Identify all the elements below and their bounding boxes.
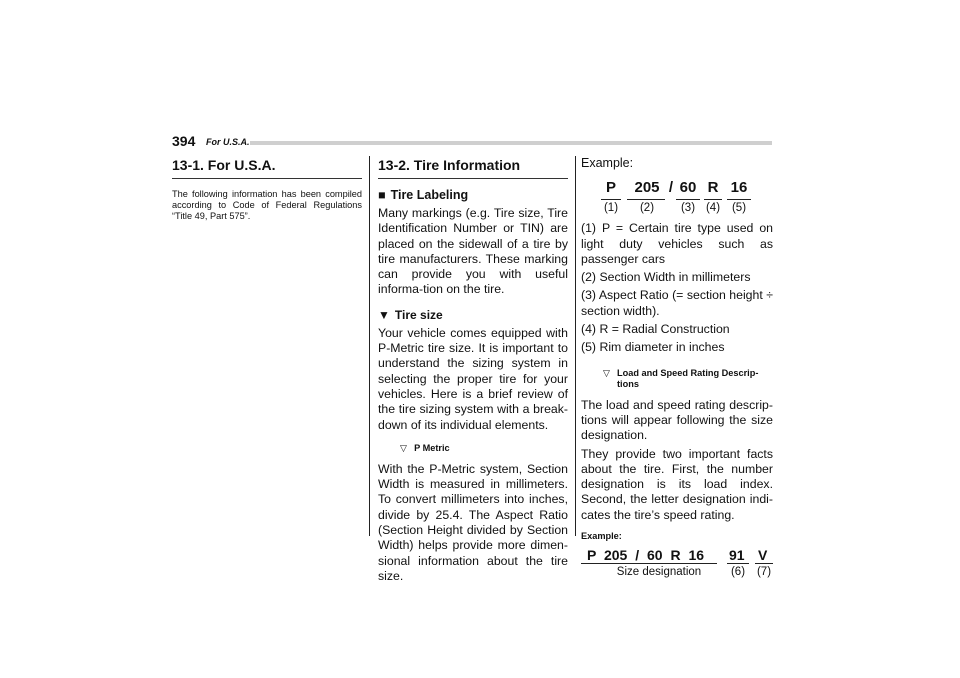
example-2-label: Example: <box>581 531 622 542</box>
code-underline <box>627 199 665 200</box>
load-speed-heading <box>603 368 773 390</box>
section-heading-13-1: 13-1. For U.S.A. <box>172 156 362 179</box>
load-index-code: 91 <box>729 547 745 564</box>
load-speed-body-1: The load and speed rating descrip-tions will appear following the size designation. <box>581 397 773 443</box>
speed-underline <box>755 563 773 564</box>
column-3 <box>581 156 773 579</box>
tire-code-full-diagram <box>581 547 773 579</box>
tire-code-part: 60 <box>679 179 697 197</box>
tire-code-part: P <box>605 179 616 197</box>
code-index: (4) <box>705 202 721 215</box>
header-bar <box>250 141 772 145</box>
page-number: 394 <box>172 133 196 149</box>
size-designation-label: Size designation <box>616 566 702 579</box>
square-bullet-icon: ■ <box>378 188 386 202</box>
code-index: (1) <box>603 202 619 215</box>
intro-text: The following information has been compiled according to Code of Federal Regulations “Title 49, Part 575”. <box>172 189 362 221</box>
definition-5: (5) Rim diameter in inches <box>581 340 725 355</box>
load-underline <box>727 563 749 564</box>
definition-4: (4) R = Radial Construction <box>581 322 730 337</box>
code-underline <box>727 199 751 200</box>
definition-1: (1) P = Certain tire type used on light duty vehicles such as passenger cars <box>581 221 773 266</box>
tire-code-part: 205 <box>634 179 660 197</box>
code-index: (2) <box>639 202 655 215</box>
column-divider <box>369 156 370 536</box>
column-2 <box>378 156 568 584</box>
p-metric-body: With the P-Metric system, Section Width is measured in millimeters. To convert millimeters into inches, divide by 25.4. The Aspect Ratio (Section Height divided by Section Width) helps provide more dimen-sional information about the tire size. <box>378 461 568 583</box>
tire-code-part: / <box>668 179 674 197</box>
definition-3: (3) Aspect Ratio (= section height ÷ section width). <box>581 288 773 318</box>
code-underline <box>676 199 700 200</box>
load-index-number: (6) <box>730 566 746 579</box>
tire-labeling-title: Tire Labeling <box>390 188 469 202</box>
p-metric-title: P Metric <box>414 442 450 453</box>
p-metric-heading <box>400 443 568 454</box>
tire-size-heading <box>378 308 568 323</box>
triangle-outline-icon: ▽ <box>603 367 611 378</box>
code-underline <box>601 199 621 200</box>
code-index: (3) <box>680 202 696 215</box>
page-header <box>172 130 772 150</box>
triangle-outline-icon: ▽ <box>400 442 408 453</box>
load-speed-body-2: They provide two important facts about the tire. First, the number designation is its load index. Second, the letter designation indi-cates the tire’s speed rating. <box>581 446 773 522</box>
speed-rating-number: (7) <box>756 566 772 579</box>
column-divider <box>575 156 576 536</box>
section-heading-13-2: 13-2. Tire Information <box>378 156 568 179</box>
speed-rating-code: V <box>758 547 768 564</box>
example-title: Example: <box>581 156 634 170</box>
triangle-down-icon: ▼ <box>378 307 390 322</box>
code-underline <box>704 199 722 200</box>
column-1 <box>172 156 362 231</box>
size-underline <box>581 563 717 564</box>
tire-code-part: 16 <box>730 179 748 197</box>
code-index: (5) <box>731 202 747 215</box>
tire-code-part: R <box>707 179 719 197</box>
load-speed-title: Load and Speed Rating Descrip-tions <box>617 367 759 389</box>
size-designation-code: P 205 / 60 R 16 <box>587 547 705 564</box>
section-name: For U.S.A. <box>206 137 250 147</box>
tire-labeling-body: Many markings (e.g. Tire size, Tire Identification Number or TIN) are placed on the sidewall of a tire by tire manufacturers. These marking can provide you with useful informa-tion on the tire. <box>378 206 568 297</box>
tire-code-diagram <box>581 179 773 221</box>
tire-size-body: Your vehicle comes equipped with P-Metric tire size. It is important to understand the sizing system in selecting the proper tire for your vehicles. Here is a brief review of the tire sizing system with a break-down of its individual elements. <box>378 325 568 432</box>
tire-labeling-heading <box>378 188 568 203</box>
definition-2: (2) Section Width in millimeters <box>581 270 751 285</box>
tire-size-title: Tire size <box>394 307 443 322</box>
